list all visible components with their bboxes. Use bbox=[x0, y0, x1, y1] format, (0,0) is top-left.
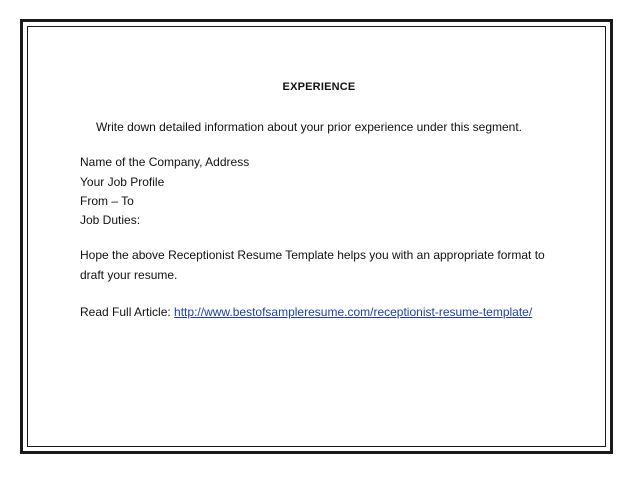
section-intro: Write down detailed information about your prior experience under this segment. bbox=[96, 120, 523, 134]
closing-paragraph-line-2: draft your resume. bbox=[80, 268, 178, 282]
article-line bbox=[80, 305, 532, 319]
article-label: Read Full Article: bbox=[80, 305, 175, 319]
article-link[interactable]: http://www.bestofsampleresume.com/receptionist-resume-template/ bbox=[174, 305, 533, 319]
job-profile-line: Your Job Profile bbox=[80, 175, 165, 189]
section-heading: EXPERIENCE bbox=[282, 81, 356, 93]
dates-line: From – To bbox=[80, 194, 134, 208]
job-duties-line: Job Duties: bbox=[80, 213, 141, 227]
company-line: Name of the Company, Address bbox=[80, 155, 250, 169]
closing-paragraph-line-1: Hope the above Receptionist Resume Template helps you with an appropriate format to bbox=[80, 248, 545, 262]
